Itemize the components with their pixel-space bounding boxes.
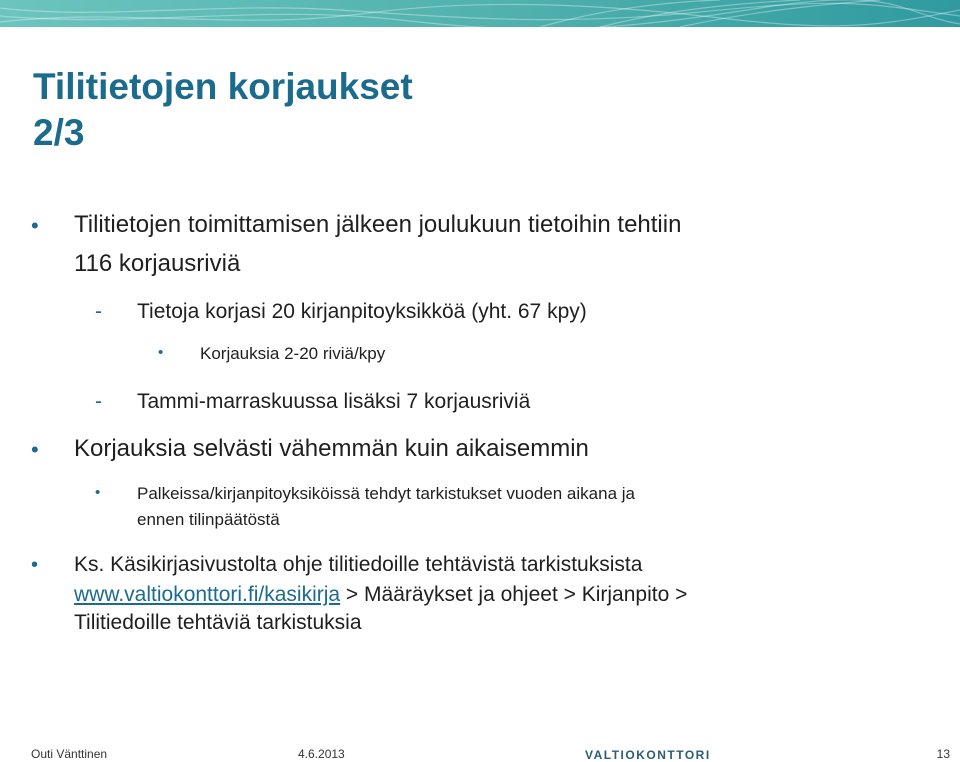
bullet-3-line-2 xyxy=(74,583,687,607)
bullet-1-line-1: Tilitietojen toimittamisen jälkeen joulukuun tietoihin tehtiin xyxy=(74,211,682,238)
footer-date: 4.6.2013 xyxy=(298,747,345,761)
bullet-3-line-3: Tilitiedoille tehtäviä tarkistuksia xyxy=(74,611,362,634)
bullet-marker: • xyxy=(95,484,101,501)
dash-marker: - xyxy=(95,390,102,413)
page-number: 13 xyxy=(936,747,950,761)
bullet-3-line-1: Ks. Käsikirjasivustolta ohje tilitiedoille tehtävistä tarkistuksista xyxy=(74,553,643,576)
dash-marker: - xyxy=(95,300,102,323)
sub-item-2: Tammi-marraskuussa lisäksi 7 korjausriviä xyxy=(137,390,531,413)
title-line-1: Tilitietojen korjaukset xyxy=(33,66,413,107)
title-line-2: 2/3 xyxy=(33,112,85,153)
bullet-1-line-2: 116 korjausriviä xyxy=(74,250,241,277)
valtiokonttori-logo: VALTIOKONTTORI xyxy=(585,748,711,762)
bullet-2: Korjauksia selvästi vähemmän kuin aikaisemmin xyxy=(74,435,589,462)
footer-author: Outi Vänttinen xyxy=(31,747,108,761)
bullet-marker: • xyxy=(31,213,39,238)
sub-item-3-line-1: Palkeissa/kirjanpitoyksiköissä tehdyt tarkistukset vuoden aikana ja xyxy=(137,484,635,503)
bullet-marker: • xyxy=(31,554,39,576)
sub-item-3-line-2: ennen tilinpäätöstä xyxy=(137,510,280,529)
bullet-marker: • xyxy=(31,437,39,462)
sub-item-1: Tietoja korjasi 20 kirjanpitoyksikköä (yht. 67 kpy) xyxy=(137,300,587,323)
navigation-path-text: > Määräykset ja ohjeet > Kirjanpito > xyxy=(340,583,688,606)
kasikirja-link[interactable]: www.valtiokonttori.fi/kasikirja xyxy=(74,583,341,606)
bullet-marker: • xyxy=(158,344,164,361)
sub-sub-item-1: Korjauksia 2-20 riviä/kpy xyxy=(200,344,386,363)
